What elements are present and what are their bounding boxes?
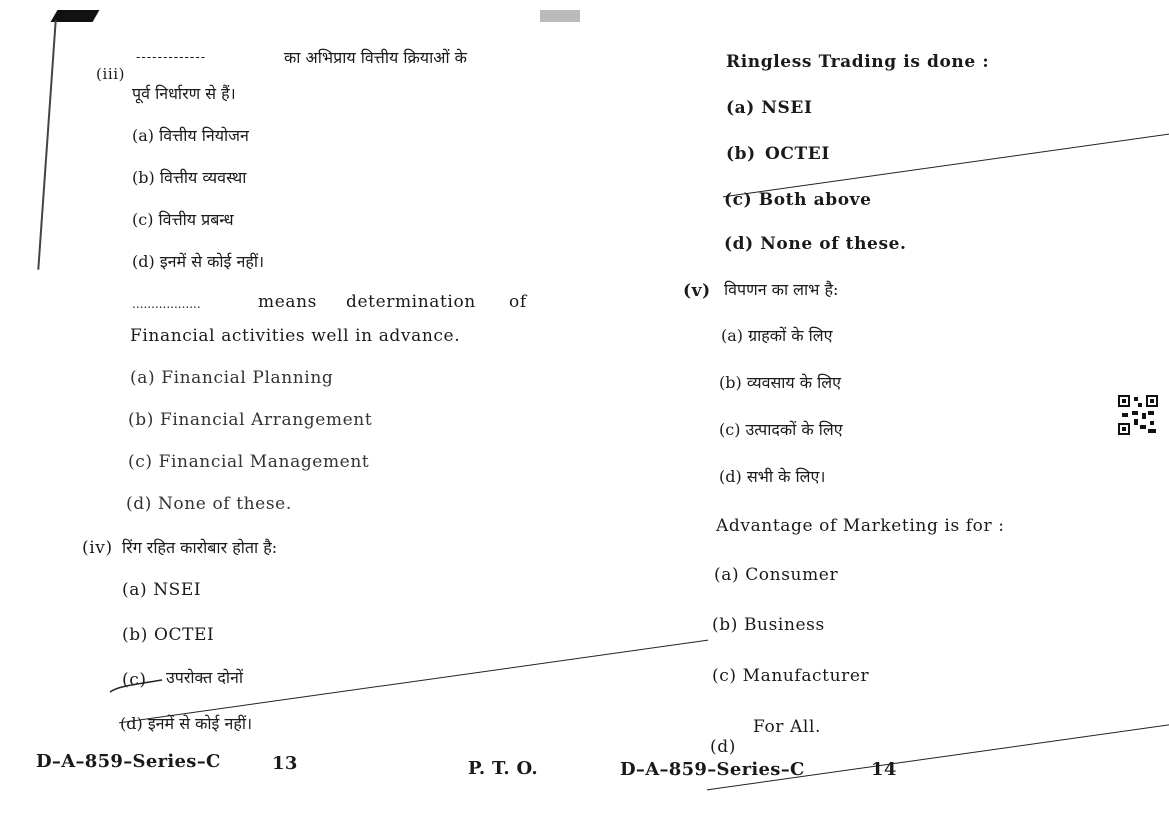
q5-hindi-option-b: (b) व्यवसाय के लिए	[719, 373, 842, 392]
q4-option-b: (b) OCTEI	[122, 625, 215, 645]
footer-page-number-left: 13	[272, 753, 298, 774]
q3-number: (iii)	[96, 65, 126, 83]
q3-english-of: of	[509, 292, 527, 312]
q4-option-c-text: उपरोक्त दोनों	[166, 668, 243, 687]
footer-code-right: D–A–859–Series–C	[620, 759, 805, 780]
answer-tick-mark	[108, 672, 164, 694]
q4-english-option-d: (d) None of these.	[724, 234, 907, 254]
q3-english-option-a: (a) Financial Planning	[130, 368, 334, 388]
q3-hindi-line2: पूर्व निर्धारण से हैं।	[132, 84, 236, 103]
q4-english-option-a: (a) NSEI	[726, 98, 813, 118]
footer-code-left: D–A–859–Series–C	[36, 751, 221, 772]
q4-option-c-label: (c)	[122, 670, 707, 690]
q3-english-option-c: (c) Financial Management	[128, 452, 370, 472]
q5-english-option-c: (c) Manufacturer	[712, 666, 870, 686]
footer-pto: P. T. O.	[468, 758, 538, 779]
q4-number: (iv)	[82, 538, 113, 558]
q5-hindi-question: विपणन का लाभ है:	[724, 280, 839, 299]
q5-hindi-option-c: (c) उत्पादकों के लिए	[719, 420, 843, 439]
q5-english-option-d-text: For All.	[753, 717, 821, 737]
q4-english-question: Ringless Trading is done :	[726, 52, 990, 72]
q3-hindi-option-a: (a) वित्तीय नियोजन	[132, 126, 249, 145]
q3-english-line2: Financial activities well in advance.	[130, 326, 461, 346]
q3-hindi-option-c: (c) वित्तीय प्रबन्ध	[132, 210, 234, 229]
q3-hindi-blank: -------------	[136, 50, 207, 65]
q4-option-a: (a) NSEI	[122, 580, 202, 600]
q3-hindi-line1: का अभिप्राय वित्तीय क्रियाओं के	[284, 48, 467, 67]
q4-option-d: (d) इनमें से कोई नहीं।	[120, 714, 253, 733]
q3-hindi-option-d: (d) इनमें से कोई नहीं।	[132, 252, 265, 271]
q3-english-option-d: (d) None of these.	[126, 494, 292, 514]
q4-hindi-question: रिंग रहित कारोबार होता है:	[122, 538, 278, 557]
q4-english-option-c: (c) Both above	[724, 190, 872, 210]
q3-hindi-option-b: (b) वित्तीय व्यवस्था	[132, 168, 247, 187]
q5-english-option-a: (a) Consumer	[714, 565, 839, 585]
q5-hindi-option-d: (d) सभी के लिए।	[719, 467, 826, 486]
q5-english-option-b: (b) Business	[712, 615, 825, 635]
q3-english-means: means	[258, 292, 317, 312]
q4-english-option-b-label: (b)	[726, 144, 1169, 164]
q4-english-option-b-text: OCTEI	[765, 144, 830, 164]
q3-english-determination: determination	[346, 292, 476, 312]
q3-english-dots: ..................	[132, 297, 201, 311]
q5-number: (v)	[683, 281, 711, 301]
q5-english-question: Advantage of Marketing is for :	[716, 516, 1005, 536]
right-page	[585, 0, 1169, 827]
qr-code-icon	[1118, 395, 1158, 435]
q5-english-option-d-label: (d)	[710, 737, 1169, 757]
footer-page-number-right: 14	[871, 759, 897, 780]
q5-hindi-option-a: (a) ग्राहकों के लिए	[721, 326, 833, 345]
q3-english-option-b: (b) Financial Arrangement	[128, 410, 373, 430]
